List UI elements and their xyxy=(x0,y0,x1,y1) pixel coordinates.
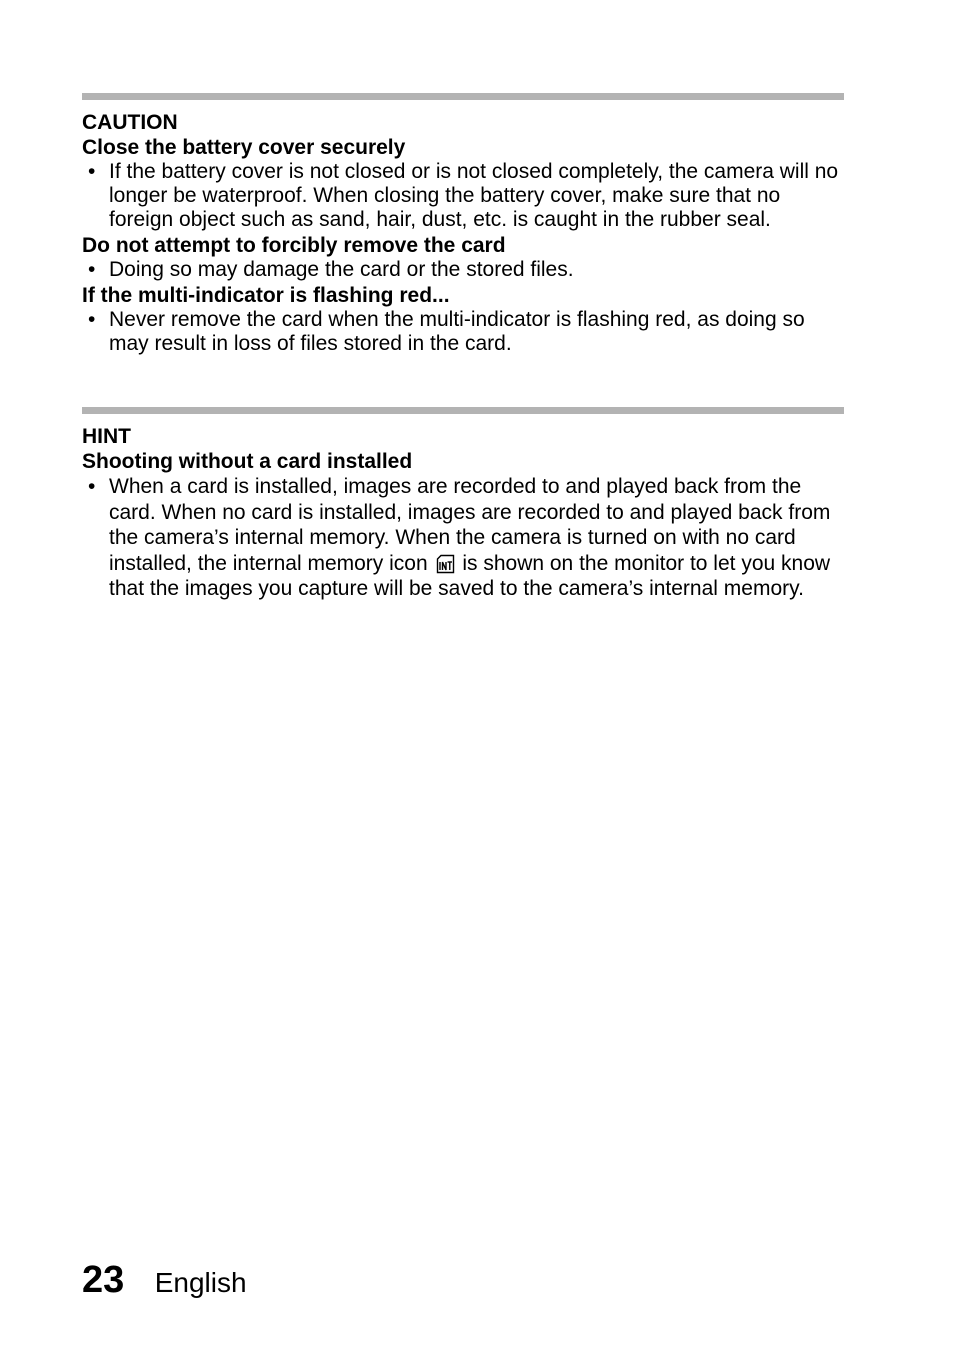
bullet-text: If the battery cover is not closed or is not closed completely, the camera will no longer be waterproof. When closing the battery cover, make sure that no foreign object such as sand, hair, dust, etc. is caught in the rubber seal. xyxy=(109,160,839,231)
bullet-text-start: When a card is installed, images are recorded to and played back from the card. When no card is installed, images are recorded to and played back from the camera’s internal memory. When the camera is turned on with no card installed, the internal memory icon xyxy=(109,475,831,575)
caution-heading-card: Do not attempt to forcibly remove the card xyxy=(82,234,506,257)
caution-label: CAUTION xyxy=(82,111,178,134)
list-item xyxy=(82,160,844,232)
bullet-text: Never remove the card when the multi-indicator is flashing red, as doing so may result in loss of files stored in the card. xyxy=(109,308,805,355)
page-number: 23 xyxy=(82,1259,125,1301)
caution-heading-battery: Close the battery cover securely xyxy=(82,136,406,159)
bullet-icon: • xyxy=(88,475,96,498)
bullet-text: Doing so may damage the card or the stored files. xyxy=(109,258,574,281)
internal-memory-icon xyxy=(436,554,455,574)
hint-heading: Shooting without a card installed xyxy=(82,450,413,473)
caution-section xyxy=(82,93,844,357)
hint-divider xyxy=(82,407,844,414)
caution-heading-indicator: If the multi-indicator is flashing red... xyxy=(82,284,450,307)
hint-label: HINT xyxy=(82,425,131,448)
list-item xyxy=(82,258,844,282)
language-label: English xyxy=(154,1267,247,1298)
caution-divider xyxy=(82,93,844,100)
bullet-icon: • xyxy=(88,258,96,281)
list-item xyxy=(82,474,844,602)
bullet-text-end: is shown on the monitor to let you know that the images you capture will be saved to the camera’s internal memory. xyxy=(109,551,831,600)
page-footer xyxy=(82,1258,247,1305)
bullet-icon: • xyxy=(88,308,96,331)
bullet-icon: • xyxy=(88,160,96,183)
list-item xyxy=(82,308,844,356)
hint-section xyxy=(82,407,844,603)
